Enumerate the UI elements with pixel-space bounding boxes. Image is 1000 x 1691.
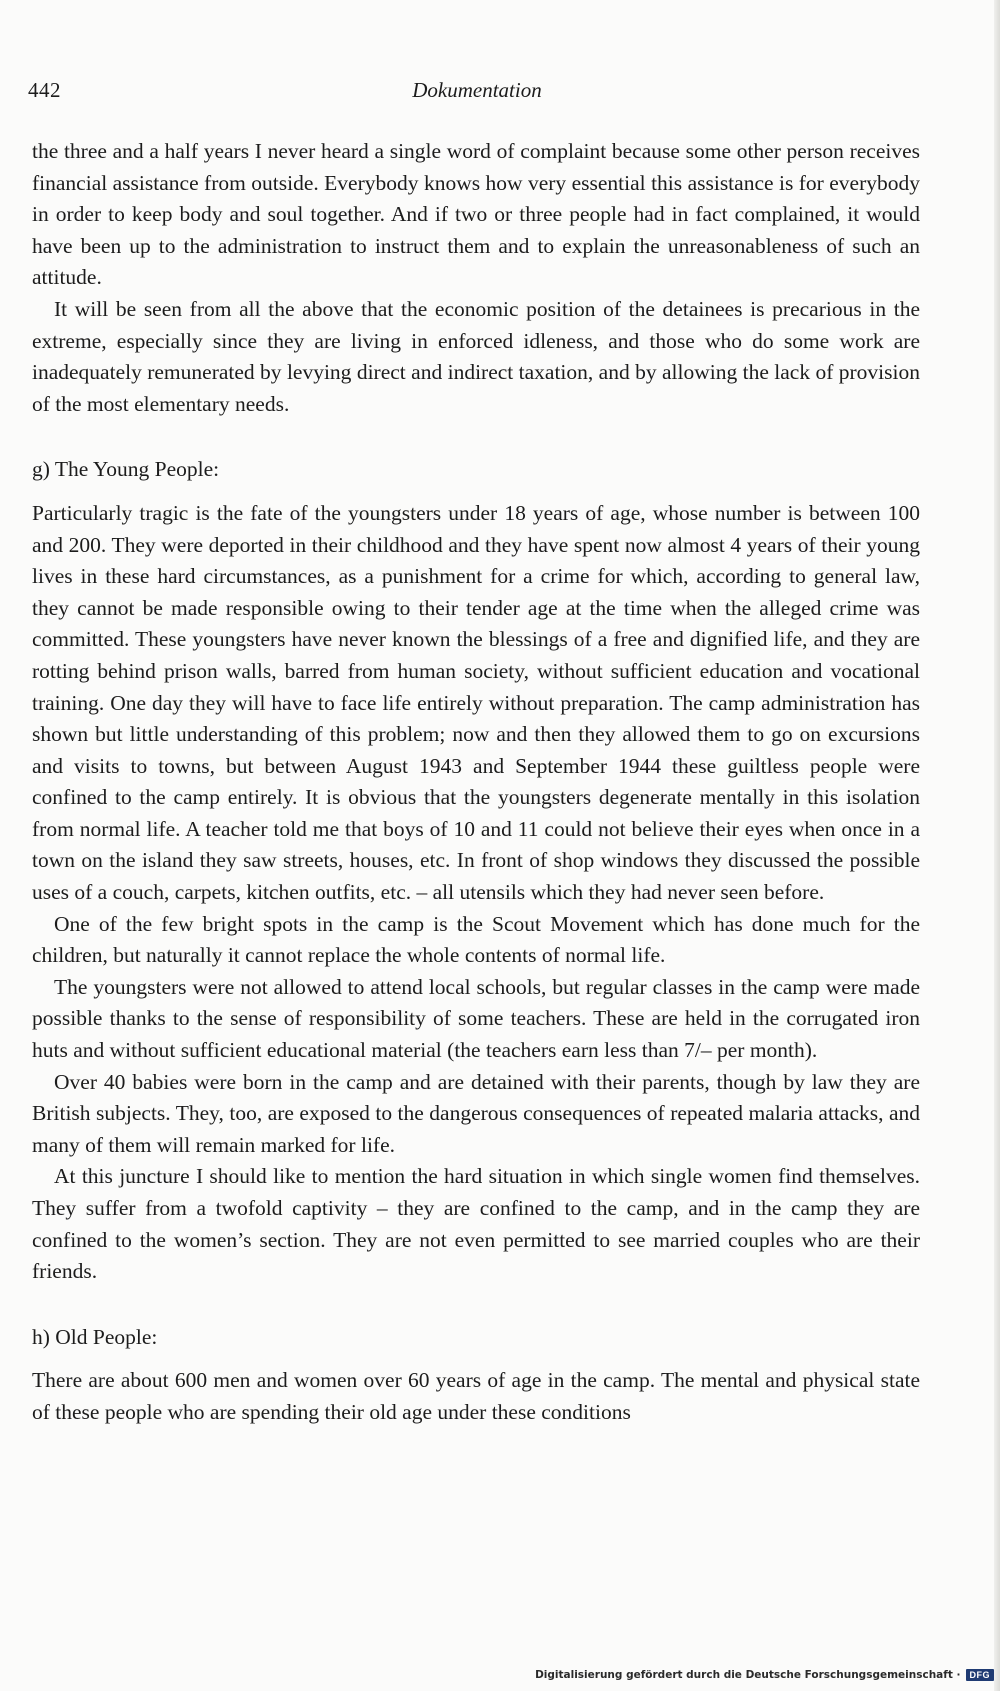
paragraph-single-women: At this juncture I should like to mention the hard situation in which single women find themselves. They suffer from a twofold captivity – they are confined to the camp, and in the camp they are confined to the women’s section. They are not even permitted to see married couples who are their friends. <box>32 1164 920 1284</box>
section-heading-old-people: h) Old People: <box>32 1324 158 1349</box>
paragraph-scout-movement: One of the few bright spots in the camp is the Scout Movement which has done much for the children, but naturally it cannot replace the whole contents of normal life. <box>32 911 920 968</box>
heading-gap <box>32 1353 920 1365</box>
paragraph-babies: Over 40 babies were born in the camp and are detained with their parents, though by law they are British subjects. They, too, are exposed to the dangerous consequences of repeated malaria attacks, and many of them will remain marked for life. <box>32 1069 920 1157</box>
page-number: 442 <box>28 78 61 102</box>
digitization-credit <box>535 1667 994 1683</box>
credit-text: Digitalisierung gefördert durch die Deutsche Forschungsgemeinschaft · <box>535 1669 961 1681</box>
paragraph-economic-position: It will be seen from all the above that the economic position of the detainees is precarious in the extreme, especially since they are living in enforced idleness, and those who do some work are inadequately remunerated by levying direct and indirect taxation, and by allowing the lack of provision of the most elementary needs. <box>32 296 920 416</box>
dfg-logo: DFG <box>966 1669 995 1681</box>
paragraph-youngsters-fate: Particularly tragic is the fate of the youngsters under 18 years of age, whose number is between 100 and 200. They were deported in their childhood and they have spent now almost 4 years of their young lives in these hard circumstances, as a punishment for a crime for which, according to general law, they cannot be made responsible owing to their tender age at the time when the alleged crime was committed. These youngsters have never known the blessings of a free and dignified life, and they are rotting behind prison walls, barred from human society, without sufficient education and vocational training. One day they will have to face life entirely without preparation. The camp administration has shown but little understanding of this problem; now and then they allowed them to go on excursions and visits to towns, but between August 1943 and September 1944 these guiltless people were confined to the camp entirely. It is obvious that the youngsters degenerate mentally in this isolation from normal life. A teacher told me that boys of 10 and 11 could not believe their eyes when once in a town on the island they saw streets, houses, etc. In front of shop windows they discussed the possible uses of a couch, carpets, kitchen outfits, etc. – all utensils which they had never seen before. <box>32 500 920 905</box>
scan-edge-shadow <box>994 0 1000 1691</box>
paragraph-continuation: the three and a half years I never heard a single word of complaint because some other person receives financial assistance from outside. Everybody knows how very essential this assistance is for everybody in order to keep body and soul together. And if two or three people had in fact complained, it would have been up to the administration to instruct them and to explain the unreasonableness of such an attitude. <box>32 139 920 290</box>
running-head <box>28 78 926 108</box>
running-title: Dokumentation <box>412 78 542 102</box>
section-gap <box>32 1288 920 1322</box>
heading-gap <box>32 486 920 498</box>
section-heading-young-people: g) The Young People: <box>32 457 220 482</box>
paragraph-schools: The youngsters were not allowed to attend local schools, but regular classes in the camp were made possible thanks to the sense of responsibility of some teachers. These are held in the corrugated iron huts and without sufficient educational material (the teachers earn less than 7/– per month). <box>32 974 920 1063</box>
body-text <box>32 136 920 1429</box>
paragraph-old-people: There are about 600 men and women over 60 years of age in the camp. The mental and physical state of these people who are spending their old age under these conditions <box>32 1368 920 1424</box>
section-gap <box>32 420 920 454</box>
